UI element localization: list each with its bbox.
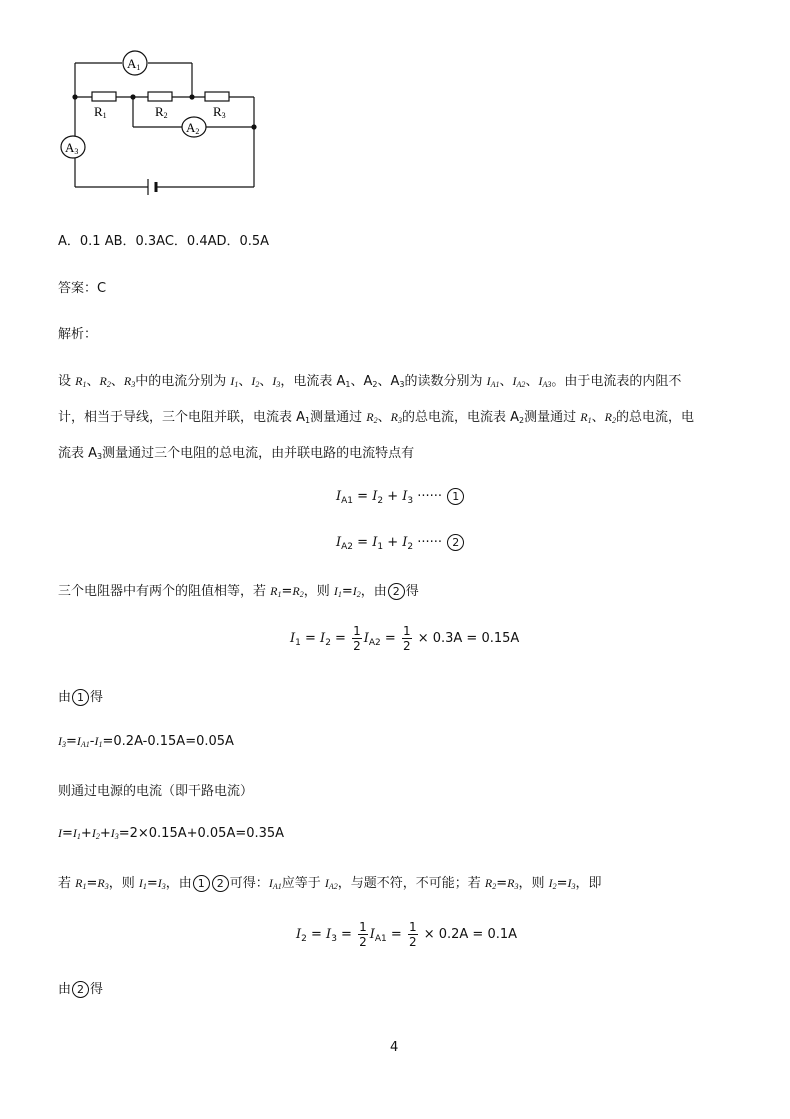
circled-number: 1 bbox=[193, 875, 210, 892]
ammeter-a3-label: A3 bbox=[65, 140, 79, 156]
from-eq1-line: 由 1 得 bbox=[58, 690, 104, 705]
from-eq2-line: 由 2 得 bbox=[58, 982, 104, 997]
page-number: 4 bbox=[390, 1040, 399, 1055]
analysis-line-1: 设 $R_1$、$R_2$、$R_3$中的电流分别为 $I_1$、$I_2$、$I_3$，电流表 $A_1$、$A_2$、$A_3$的读数分别为 $I_{A1}$、$I_{A2}$、$I_{A3}$。由于电流表的内阻不 bbox=[58, 374, 682, 389]
equation-4: $I_2 = I_3$ = $\frac{1}{2}$ $I_{A1}$ = $\frac{1}{2}$ × 0.2A = 0.1A bbox=[296, 920, 518, 949]
circled-number: 2 bbox=[72, 981, 89, 998]
equation-3: $I_1 = I_2$ = $\frac{1}{2}$ $I_{A2}$ = $\frac{1}{2}$ × 0.3A = 0.15A bbox=[290, 624, 520, 653]
ammeter-a2-label: A2 bbox=[186, 120, 200, 136]
analysis-line-2: 计，相当于导线，三个电阻并联，电流表 $A_1$测量通过 $R_2$、$R_3$的总电流，电流表 $A_2$测量通过 $R_1$、$R_2$的总电流，电 bbox=[58, 410, 694, 425]
analysis-label: 解析： bbox=[58, 327, 98, 342]
condition-line-2: 若 $R_1=R_3$，则 $I_1=I_3$，由 1 2 可得：$I_{A1}$应等于 $I_{A2}$，与题不符，不可能；若 $R_2=R_3$，则 $I_2=I_3$，即 bbox=[58, 876, 602, 891]
resistor-r3-label: R3 bbox=[213, 104, 226, 120]
analysis-line-3: 流表 $A_3$测量通过三个电阻的总电流，由并联电路的电流特点有 bbox=[58, 446, 415, 461]
resistor-r2-label: R2 bbox=[155, 104, 168, 120]
condition-line-1: 三个电阻器中有两个的阻值相等，若 $R_1=R_2$，则 $I_1=I_2$，由 2 得 bbox=[58, 584, 419, 599]
ammeter-a1-label: A1 bbox=[127, 56, 141, 72]
circled-number: 2 bbox=[212, 875, 229, 892]
circled-number: 1 bbox=[72, 689, 89, 706]
circled-number: 2 bbox=[388, 583, 405, 600]
answer-line: 答案：C bbox=[58, 281, 107, 296]
equation-2: $I_{A2} = I_1 + I_2$ ······ 2 bbox=[336, 534, 465, 552]
main-current-line: 则通过电源的电流（即干路电流） bbox=[58, 784, 254, 799]
circuit-diagram bbox=[0, 0, 300, 200]
circled-number: 2 bbox=[447, 534, 464, 551]
i3-calculation: $I_3=I_{A1}-I_1=0.2A-0.15A=0.05A$ bbox=[58, 734, 234, 749]
circled-number: 1 bbox=[447, 488, 464, 505]
answer-options: A．0.1 AB．0.3AC．0.4AD．0.5A bbox=[58, 234, 270, 249]
resistor-r1-label: R1 bbox=[94, 104, 107, 120]
total-current-calculation: $I=I_1+I_2+I_3=2\times 0.15A+0.05A=0.35A$ bbox=[58, 826, 285, 841]
equation-1: $I_{A1} = I_2 + I_3$ ······ 1 bbox=[336, 488, 465, 506]
